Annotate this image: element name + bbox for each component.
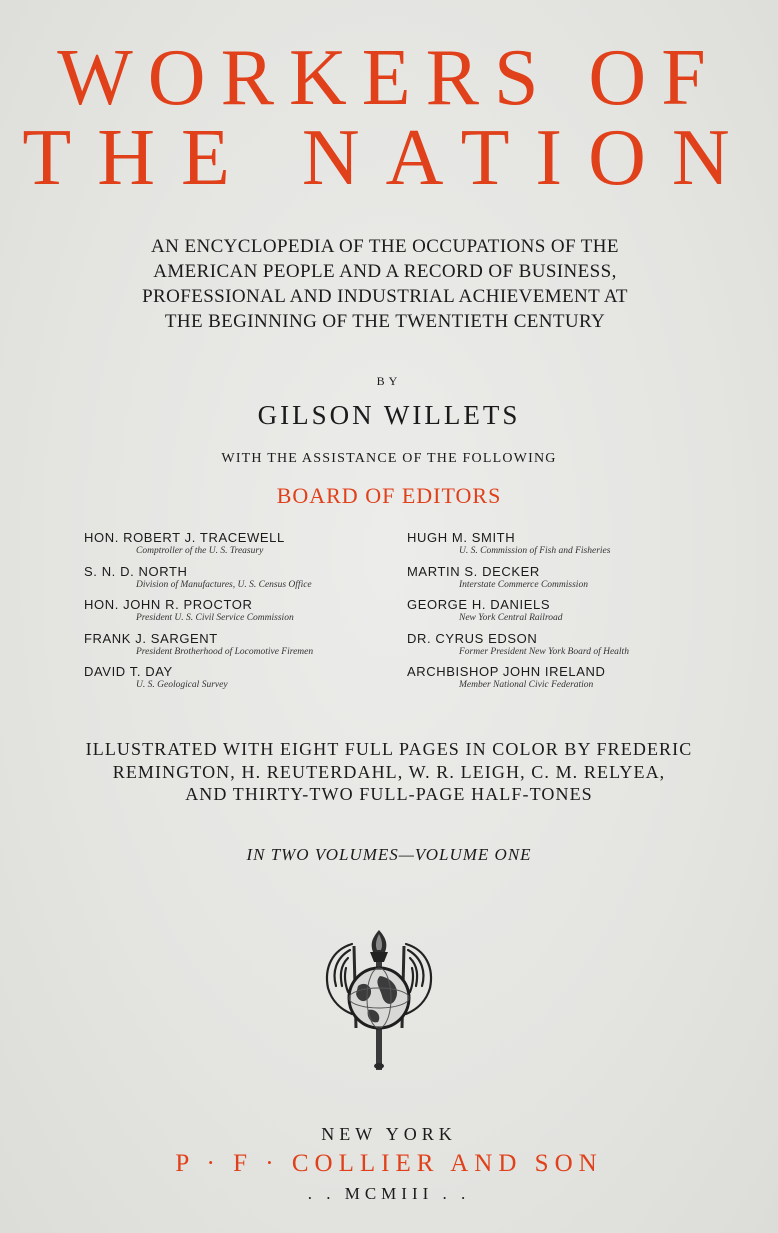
editor-role: Former President New York Board of Health [459, 646, 629, 657]
illustrations-line: AND THIRTY-TWO FULL-PAGE HALF-TONES [185, 784, 593, 804]
editor-name: HON. ROBERT J. TRACEWELL [84, 530, 285, 545]
illustrations-line: ILLUSTRATED WITH EIGHT FULL PAGES IN COLOR BY FREDERIC [85, 739, 693, 759]
editor-name: DR. CYRUS EDSON [407, 630, 538, 646]
editor-role: Interstate Commerce Commission [459, 579, 588, 590]
editor-role: U. S. Geological Survey [136, 680, 228, 690]
subtitle-line: AMERICAN PEOPLE AND A RECORD OF BUSINESS, [153, 261, 617, 282]
imprint-city: NEW YORK [321, 1124, 457, 1144]
imprint-year: . . MCMIII . . [307, 1184, 471, 1203]
editors-right-column [407, 530, 707, 698]
editor-name: MARTIN S. DECKER [407, 563, 540, 579]
author-name: GILSON WILLETS [257, 400, 521, 430]
editor-name: HUGH M. SMITH [407, 530, 516, 545]
title-line-2: THE NATION [22, 114, 756, 202]
editor-name: HON. JOHN R. PROCTOR [84, 597, 253, 612]
editor-name: GEORGE H. DANIELS [407, 597, 551, 612]
editor-entry [407, 664, 707, 698]
editor-entry [84, 530, 384, 564]
editor-role: President Brotherhood of Locomotive Firemen [136, 646, 314, 657]
editor-role: U. S. Commission of Fish and Fisheries [459, 546, 611, 556]
editor-entry [84, 631, 384, 665]
editors-left-column [84, 530, 384, 698]
editor-entry [407, 597, 707, 631]
subtitle [100, 234, 670, 334]
editor-role: Member National Civic Federation [459, 680, 594, 690]
editor-role: Comptroller of the U. S. Treasury [136, 546, 264, 556]
subtitle-line: AN ENCYCLOPEDIA OF THE OCCUPATIONS OF THE [151, 236, 619, 257]
editor-name: FRANK J. SARGENT [84, 630, 218, 646]
editor-entry [84, 664, 384, 698]
editor-name: S. N. D. NORTH [84, 563, 188, 579]
editor-name: DAVID T. DAY [84, 664, 173, 679]
editor-role: President U. S. Civil Service Commission [136, 613, 294, 623]
volumes-line: IN TWO VOLUMES—VOLUME ONE [246, 845, 532, 864]
subtitle-line: PROFESSIONAL AND INDUSTRIAL ACHIEVEMENT AT [142, 286, 628, 307]
editor-entry [84, 597, 384, 631]
subtitle-line: THE BEGINNING OF THE TWENTIETH CENTURY [164, 311, 606, 332]
editor-entry [407, 631, 707, 665]
illustrations-note [20, 738, 758, 806]
editor-name: ARCHBISHOP JOHN IRELAND [407, 664, 606, 679]
imprint-publisher: P · F · COLLIER AND SON [175, 1150, 603, 1177]
title-line-1: WORKERS OF [57, 34, 721, 122]
editor-entry [407, 530, 707, 564]
by-label: BY [376, 374, 402, 388]
editor-entry [84, 564, 384, 598]
editor-role: Division of Manufactures, U. S. Census Office [136, 579, 312, 590]
editor-role: New York Central Railroad [459, 613, 563, 623]
editor-entry [407, 564, 707, 598]
illustrations-line: REMINGTON, H. REUTERDAHL, W. R. LEIGH, C. M. RELYEA, [112, 761, 666, 782]
board-heading: BOARD OF EDITORS [276, 483, 502, 508]
assistance-line: WITH THE ASSISTANCE OF THE FOLLOWING [221, 451, 557, 466]
winged-globe-torch-emblem-icon [318, 928, 440, 1070]
